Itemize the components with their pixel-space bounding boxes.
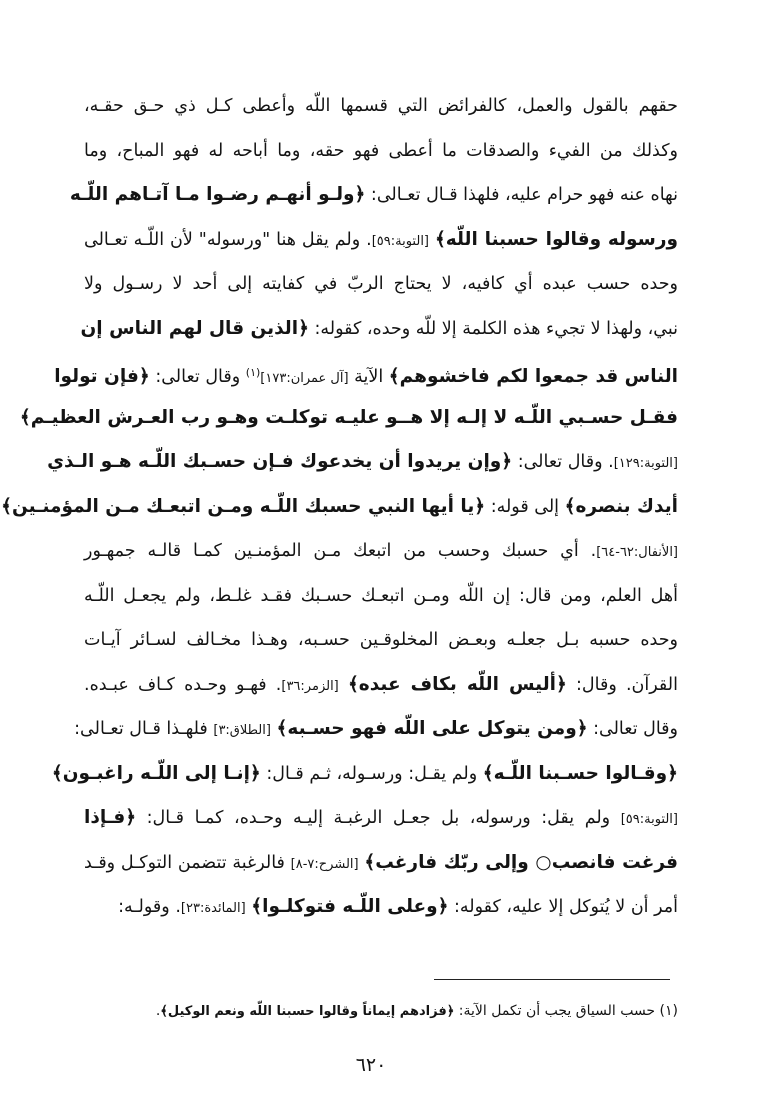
footnote-divider (434, 979, 670, 980)
text-line (84, 84, 678, 129)
quran-quote: فرغت فانصب○ وإلى ربّك فارغب﴾ (364, 851, 678, 873)
text-line (84, 529, 678, 574)
text-line (80, 307, 678, 352)
quran-quote: ﴿أليس اللّه بكاف عبده﴾ (347, 673, 567, 695)
main-text (1, 84, 678, 930)
text-segment: أمر أن لا يُتوكل إلا عليه، كقوله: (448, 897, 678, 917)
verse-reference: [التوبة:٥٩] (620, 812, 678, 827)
text-segment: القرآن. وقال: (566, 674, 678, 695)
text-line (84, 796, 678, 841)
quran-quote: أيدك بنصره﴾ (564, 495, 678, 517)
footnote-quote: ﴿فزادهم إيماناً وقالوا حسبنا اللّه ونعم الوكيل﴾ (160, 1004, 455, 1019)
text-segment: . فهـو وحـده كـاف عبـده. (84, 674, 282, 695)
text-segment: الآية (348, 367, 389, 387)
verse-reference: [التوبة:١٢٩] (613, 456, 678, 471)
text-line (84, 841, 678, 886)
quran-quote: ﴿ومن يتوكل على اللّه فهو حسـبه﴾ (276, 718, 588, 739)
text-line (84, 574, 678, 619)
text-line (74, 707, 678, 752)
text-segment: وكذلك من الفيء والصدقات ما أعطى فهو حقه، وما أباحه له فهو المباح، وما (84, 140, 678, 161)
text-line (47, 440, 678, 485)
quran-quote: ورسوله وقالوا حسبنا اللّه﴾ (434, 228, 678, 250)
verse-reference: [الزمر:٣٦] (281, 678, 339, 694)
quran-quote: ﴿الذين قال لهم الناس إن (80, 317, 309, 339)
quran-quote: ﴿إنـا إلى اللّـه راغبـون﴾ (51, 762, 261, 784)
text-segment (339, 675, 348, 695)
text-line (84, 262, 678, 307)
footnote (150, 998, 678, 1025)
quran-quote: ﴿فـإذا (84, 807, 137, 828)
text-segment: فلهـذا قـال تعـالى: (74, 719, 214, 739)
quran-quote: ﴿وقـالوا حسـبنا اللّـه﴾ (482, 762, 678, 784)
text-line (84, 218, 678, 263)
quran-quote: الناس قد جمعوا لكم فاخشوهم﴾ (388, 366, 678, 387)
text-segment: نهاه عنه فهو حرام عليه، فلهذا قـال تعـالى: (365, 185, 678, 205)
verse-reference: [التوبة:٥٩] (371, 233, 430, 249)
verse-reference: [الأنفال:٦٢-٦٤] (596, 545, 678, 560)
text-line (84, 618, 678, 663)
footnote-end: . (155, 1003, 161, 1019)
text-segment: حقهم بالقول والعمل، كالفرائض التي قسمها اللّه وأعطى كـل ذي حـق حقـه، (84, 96, 678, 116)
text-line (84, 663, 678, 708)
text-segment: . وقولـه: (118, 897, 181, 917)
text-line (84, 129, 678, 174)
text-segment: إلى قوله: (485, 496, 565, 517)
quran-quote: ﴿وعلى اللّـه فتوكلـوا﴾ (251, 896, 449, 917)
text-segment: . وقال تعالى: (512, 452, 614, 472)
text-line (51, 752, 678, 797)
text-line (54, 351, 678, 396)
text-segment: ولم يقـل: ورسـوله، ثـم قـال: (260, 763, 483, 784)
text-segment: نبي، ولهذا لا تجيء هذه الكلمة إلا للّه وحده، كقوله: (308, 318, 678, 339)
quran-quote: فقـل حسـبي اللّـه لا إلـه إلا هــو عليـه توكلـت وهـو رب العـرش العظيـم﴾ (19, 406, 678, 428)
quran-quote: ﴿فإن تولوا (54, 366, 150, 387)
text-line (19, 396, 678, 441)
text-segment: . ولم يقل هنا "ورسوله" لأن اللّـه تعـالى (84, 229, 372, 250)
verse-reference: [آل عمران:١٧٣] (260, 371, 349, 386)
text-line (69, 173, 678, 218)
footnote-text: (١) حسب السياق يجب أن تكمل الآية: (454, 1003, 678, 1019)
page-number: ٦٢٠ (355, 1054, 387, 1076)
text-segment: أهل العلم، ومن قال: إن اللّه ومـن اتبعـك حسـبك فقـد غلـط، ولم يجعـل اللّـه (84, 585, 678, 606)
text-segment: فالرغبة تتضمن التوكـل وقـد (84, 852, 291, 873)
text-segment: وقال تعالى: (149, 367, 246, 387)
quran-quote: ﴿وإن يريدوا أن يخدعوك فـإن حسـبك اللّـه هـو الـذي (47, 451, 513, 472)
text-line (1, 485, 678, 530)
text-segment: ولم يقل: ورسوله، بل جعـل الرغبـة إليـه وحـده، كمـا قـال: (136, 808, 621, 828)
verse-reference: [المائدة:٢٣] (180, 901, 246, 916)
text-segment: وحده حسب عبده أي كافيه، لا يحتاج الربّ في كفايته إلى أحد لا رسـول ولا (84, 274, 678, 294)
quran-quote: ﴿يا أيها النبي حسبك اللّـه ومـن اتبعـك مـن المؤمنـين﴾ (1, 495, 486, 517)
quran-quote: ﴿ولـو أنهـم رضـوا مـا آتـاهم اللّـه (69, 184, 366, 205)
text-segment: وقال تعالى: (587, 719, 678, 739)
verse-reference: [الطلاق:٣] (213, 723, 271, 738)
footnote-marker: (١) (245, 366, 261, 379)
text-segment: وحده حسبه بـل جعلـه وبعـض المخلوقـين حسـبه، وهـذا مخـالف لسـائر آيـات (84, 630, 678, 650)
text-line (84, 885, 678, 930)
text-segment: . أي حسبك وحسب من اتبعك مـن المؤمنـين كمـا قالـه جمهـور (84, 541, 597, 561)
verse-reference: [الشرح:٧-٨] (290, 856, 359, 872)
